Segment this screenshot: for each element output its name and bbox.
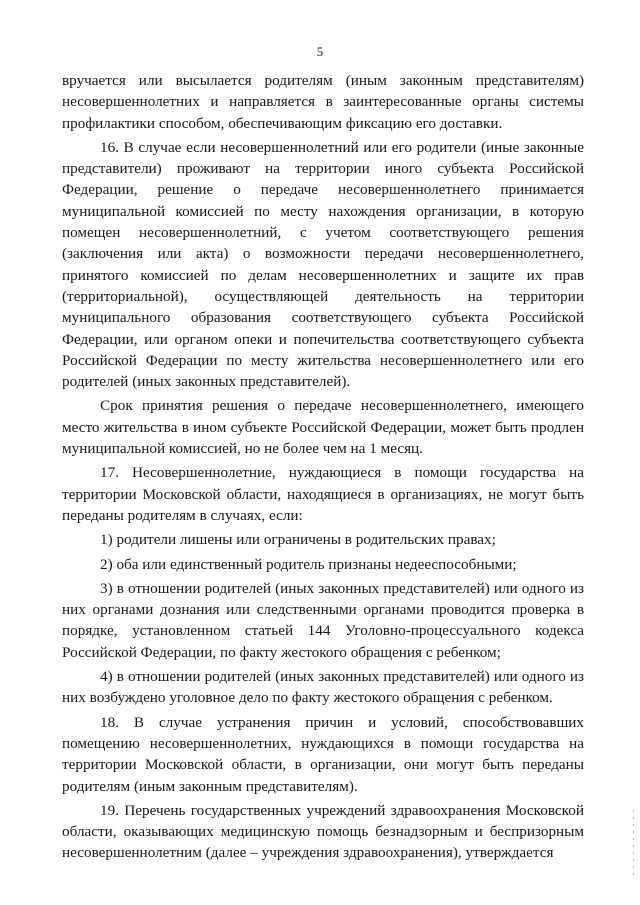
list-item-2: 2) оба или единственный родитель признаны недееспособными; [100,555,517,573]
paragraph-item-16: 16. В случае если несовершеннолетний или его родители (иные законные представители) проживают на территории иного субъекта Российской Федерации, решение о передаче несовершеннолетнего принимается муниципальной комиссией по месту нахождения организации, в которую помещен несовершеннолетний, с учетом соответствующего решения (заключения или акта) о возможности передачи несовершеннолетнего, принятого комиссией по делам несовершеннолетних и защите их прав (территориальной), осуществляющей деятельность на территории муниципального образования соответствующего субъекта Российской Федерации, или органом опеки и попечительства соответствующего субъекта Российской Федерации по месту жительства несовершеннолетнего или его родителей (иных законных представителей). [62,138,584,391]
page-number: 5 [316,44,324,59]
scan-edge-mark [633,810,634,880]
paragraph-item-18: 18. В случае устранения причин и условий, способствовавших помещению несовершеннолетних, нуждающихся в помощи государства на территории Московской области, в организации, они могут быть переданы родителям (иным законным представителям). [62,713,584,795]
list-item-4: 4) в отношении родителей (иных законных представителей) или одного из них возбуждено уголовное дело по факту жестокого обращения с ребенком. [62,668,584,707]
paragraph-item-17: 17. Несовершеннолетние, нуждающиеся в помощи государства на территории Московской области, находящиеся в организациях, не могут быть переданы родителям в случаях, если: [62,464,584,524]
paragraph-item-19: 19. Перечень государственных учреждений здравоохранения Московской области, оказывающих медицинскую помощь безнадзорным и беспризорным несовершеннолетним (далее – учреждения здравоохранения), утверждается [62,801,584,862]
list-item-1: 1) родители лишены или ограничены в родительских правах; [100,531,496,549]
paragraph-continuation: вручается или высылается родителям (иным законным представителям) несовершеннолетних и направляется в заинтересованные органы системы профилактики способом, обеспечивающим фиксацию его доставки. [62,72,584,132]
document-body [62,70,584,864]
paragraph-term-extension: Срок принятия решения о передаче несовершеннолетнего, имеющего место жительства в ином субъекте Российской Федерации, может быть продлен муниципальной комиссией, но не более чем на 1 месяц. [62,397,584,458]
list-item-3: 3) в отношении родителей (иных законных представителей) или одного из них органами дознания или следственными органами проводится проверка в порядке, установленном статьей 144 Уголовно-процессуального кодекса Российской Федерации, по факту жестокого обращения с ребенком; [62,579,584,661]
